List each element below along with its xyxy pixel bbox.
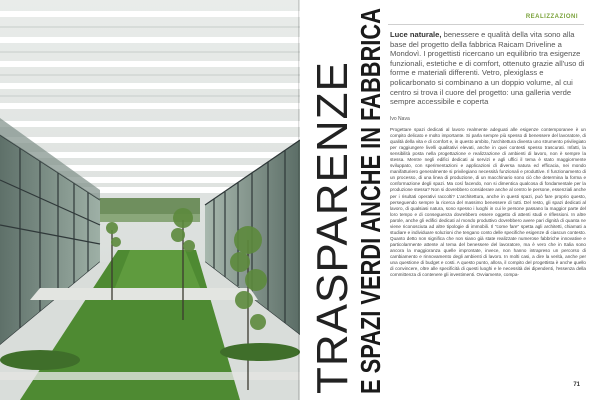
lead-text: benessere e qualità della vita sono alla base del progetto della fabbrica Raicam Driveline a Mondovì. I progettisti ricercano un equilibrio tra esigenze funzionali, estetiche e di comfort, ottenuto grazie all'uso di forme e materiali differenti. Vetro, plexiglass e policarbonato si combinano a un doppio volume, al cui centro si trova il cuore del progetto: una galleria verde sempre accessibile e coperta: [390, 30, 585, 107]
author-name: Ivo Nava: [390, 116, 410, 122]
top-rule: [388, 24, 584, 25]
page-number: 71: [573, 382, 580, 388]
lead-bold: Luce naturale,: [390, 30, 442, 39]
lead-paragraph: [390, 30, 586, 107]
title-line-2: E SPAZI VERDI ANCHE IN FABBRICA: [355, 8, 386, 394]
body-text: Progettare spazi dedicati al lavoro realmente adeguati alle esigenze contemporanee è un compito delicato e molto importante. Si parla sempre più spesso di benessere del lavoratore, di qualità della vita e di comfort e, in questo ambito, l'architettura diventa uno strumento privilegiato per raggiungere livelli qualitativi elevati, anche in quei contesti spesso trascurati. Infatti, la sensibilità posta nella progettazione e realizzazione di ambienti di lavoro, non è sempre la stessa. Mentre negli edifici dedicati ai servizi e agli uffici il tema è stato maggiormente sviluppato, con sperimentazioni e applicazioni di diversa natura ed efficacia, nei mondo manifatturiero generalmente si privilegiano necessità funzionali e produttive. Il funzionamento di un processo, di una linea di produzione, di un macchinario sono ciò che determina la forma e conformazione degli spazi. Ma così facendo, non si dimentica qualcosa di fondamentale per la produzione stessa? Non si dovrebbero considerare anche al centro le persone, essenziali anche per i risultati operativi raccolti? L'architettura, anche in questi spazi, può fare proprio questo, perseguendo sempre la ricerca del massimo benessere di tutti. Del resto, gli spazi dedicati al lavoro, di qualsiasi natura, sono spesso i luoghi in cui le persone passano la maggior parte del loro tempo e di conseguenza dovrebbero essere oggetto di attenti studi e riflessioni. In altre parole, anche gli edifici dedicati al mondo produttivo dovrebbero avere pari dignità di quanta ne viene riconosciuta ad altre tipologie di immobili. Il "come fare" spetta agli architetti, chiamati a studiare e individuare soluzioni che tengano conto delle specifiche esigenze di ciascun contesto. Quanto detto non significa che non siano già state realizzate numerose fabbriche innovative e particolarmente attente al tema del benessere del lavoratore, ma è vero che in Italia sono ancora la maggioranza quelle improntate, invece, non hanno intrapreso un percorso di cambiamento e rinnovamento degli ambienti di lavoro. In molti casi, a dire la verità, anche per una questione di budget e costi. A questo punto, allora, il compito del progettista è anche quello di convincere, oltre alle specificità di questi luoghi e le necessità dei dipendenti, l'essenza della committenza di contenere gli investimenti. Ovviamente, compa-: [390, 127, 586, 278]
article-title: [310, 0, 386, 394]
page-fold: [298, 0, 300, 400]
title-line-1: TRASPARENZE: [308, 61, 357, 394]
section-tag: REALIZZAZIONI: [525, 14, 578, 20]
